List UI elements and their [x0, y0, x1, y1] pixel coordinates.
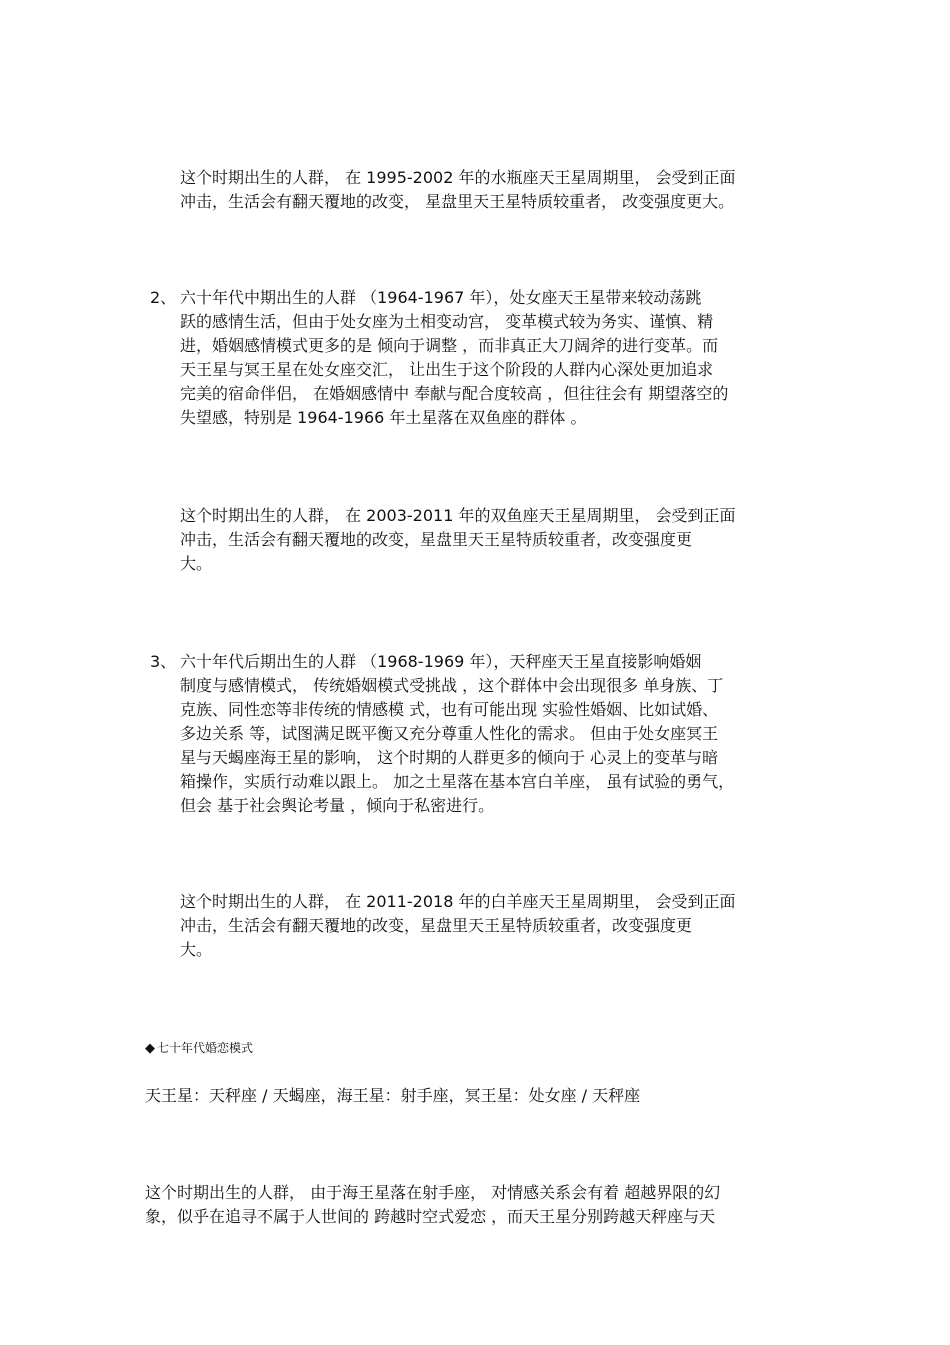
text-line: 克族、同性恋等非传统的情感模 式，也有可能出现 实验性婚姻、比如试婚、 — [180, 700, 719, 719]
diamond-bullet-icon: ◆ — [145, 1041, 155, 1056]
text-line: 跃的感情生活，但由于处女座为土相变动宫， 变革模式较为务实、谨慎、精 — [180, 312, 714, 331]
text-line: 星与天蝎座海王星的影响， 这个时期的人群更多的倾向于 心灵上的变革与暗 — [180, 748, 719, 767]
text-line: 但会 基于社会舆论考量 ，倾向于私密进行。 — [180, 796, 495, 815]
text-line: 这个时期出生的人群， 在 2011-2018 年的白羊座天王星周期里， 会受到正面 — [180, 892, 736, 911]
text-line: 大。 — [180, 554, 213, 573]
text-line: 象，似乎在追寻不属于人世间的 跨越时空式爱恋 ，而天王星分别跨越天秤座与天 — [145, 1207, 716, 1226]
planet-positions-line — [145, 1084, 640, 1108]
paragraph-2003-2011 — [180, 504, 736, 576]
text-line: 进，婚姻感情模式更多的是 倾向于调整 ，而非真正大刀阔斧的进行变革。而 — [180, 336, 719, 355]
text-line: 制度与感情模式， 传统婚姻模式受挑战 ，这个群体中会出现很多 单身族、丁 — [180, 676, 724, 695]
text-line: 失望感，特别是 1964-1966 年土星落在双鱼座的群体 。 — [180, 408, 587, 427]
text-line: 冲击，生活会有翻天覆地的改变，星盘里天王星特质较重者，改变强度更 — [180, 530, 693, 549]
text-line: 箱操作，实质行动难以跟上。 加之土星落在基本宫白羊座， 虽有试验的勇气， — [180, 772, 735, 791]
text-line: 冲击，生活会有翻天覆地的改变， 星盘里天王星特质较重者， 改变强度更大。 — [180, 192, 735, 211]
text-line: 大。 — [180, 940, 213, 959]
item-number-2: 2、 — [150, 288, 177, 307]
section-title: 七十年代婚恋模式 — [157, 1041, 254, 1055]
text-line: 六十年代后期出生的人群 （1968-1969 年），天秤座天王星直接影响婚姻 — [180, 652, 702, 671]
section-heading-70s — [145, 1039, 253, 1058]
text-line: 这个时期出生的人群， 在 2003-2011 年的双鱼座天王星周期里， 会受到正面 — [180, 506, 736, 525]
paragraph-item-3 — [180, 650, 734, 818]
paragraph-2011-2018 — [180, 890, 736, 962]
text-line: 六十年代中期出生的人群 （1964-1967 年），处女座天王星带来较动荡跳 — [180, 288, 702, 307]
text-line: 天王星：天秤座 / 天蝎座，海王星：射手座，冥王星：处女座 / 天秤座 — [145, 1086, 641, 1105]
text-line: 多边关系 等，试图满足既平衡又充分尊重人性化的需求。 但由于处女座冥王 — [180, 724, 719, 743]
paragraph-70s-intro — [145, 1181, 720, 1229]
text-line: 这个时期出生的人群， 由于海王星落在射手座， 对情感关系会有着 超越界限的幻 — [145, 1183, 721, 1202]
text-line: 冲击，生活会有翻天覆地的改变，星盘里天王星特质较重者，改变强度更 — [180, 916, 693, 935]
paragraph-1995-2002 — [180, 166, 736, 214]
text-line: 天王星与冥王星在处女座交汇， 让出生于这个阶段的人群内心深处更加追求 — [180, 360, 714, 379]
item-number-3: 3、 — [150, 652, 177, 671]
text-line: 这个时期出生的人群， 在 1995-2002 年的水瓶座天王星周期里， 会受到正面 — [180, 168, 736, 187]
text-line: 完美的宿命伴侣， 在婚姻感情中 奉献与配合度较高 ，但往往会有 期望落空的 — [180, 384, 729, 403]
paragraph-item-2 — [180, 286, 728, 430]
